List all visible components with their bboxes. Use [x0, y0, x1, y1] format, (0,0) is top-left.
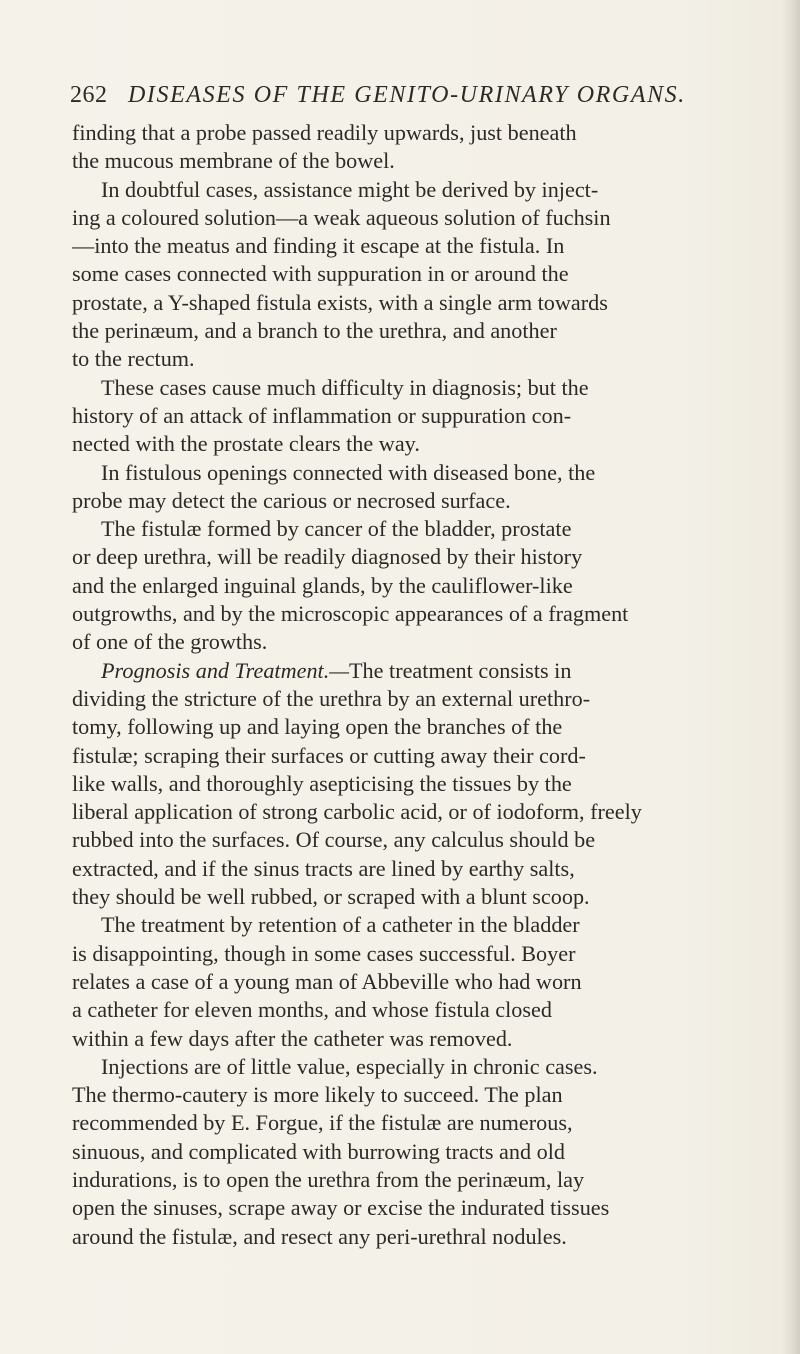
text-line: outgrowths, and by the microscopic appearances of a fragment: [72, 601, 629, 627]
text-line: open the sinuses, scrape away or excise the indurated tissues: [72, 1195, 610, 1221]
text-line: around the fistulæ, and resect any peri-urethral nodules.: [72, 1223, 567, 1249]
text-line: relates a case of a young man of Abbeville who had worn: [72, 968, 582, 994]
text-line: rubbed into the surfaces. Of course, any calculus should be: [72, 827, 596, 853]
text-line: The treatment by retention of a catheter in the bladder: [101, 912, 580, 938]
text-line: fistulæ; scraping their surfaces or cutting away their cord-: [72, 742, 586, 768]
section-heading-line: [72, 657, 727, 685]
text-line: Injections are of little value, especially in chronic cases.: [101, 1053, 598, 1079]
text-line: like walls, and thoroughly asepticising the tissues by the: [72, 770, 572, 796]
text-line: history of an attack of inflammation or suppuration con-: [72, 402, 572, 428]
text-line: to the rectum.: [72, 346, 195, 372]
body-text: [72, 119, 727, 1299]
text-line: dividing the stricture of the urethra by an external urethro-: [72, 685, 591, 711]
text-line: In fistulous openings connected with diseased bone, the: [101, 459, 596, 485]
text-line: The thermo-cautery is more likely to succeed. The plan: [72, 1082, 563, 1108]
text-line: ing a coloured solution—a weak aqueous solution of fuchsin: [72, 204, 611, 230]
text-line: indurations, is to open the urethra from the perinæum, lay: [72, 1166, 585, 1192]
running-title: DISEASES OF THE GENITO-URINARY ORGANS.: [128, 82, 686, 108]
text-line: or deep urethra, will be readily diagnosed by their history: [72, 544, 583, 570]
text-line: The fistulæ formed by cancer of the bladder, prostate: [101, 516, 572, 542]
text-line: sinuous, and complicated with burrowing tracts and old: [72, 1138, 565, 1164]
text-line: extracted, and if the sinus tracts are lined by earthy salts,: [72, 855, 575, 881]
text-line: the mucous membrane of the bowel.: [72, 148, 395, 174]
text-line: nected with the prostate clears the way.: [72, 431, 420, 457]
page-number: 262: [70, 82, 108, 108]
text-line: finding that a probe passed readily upwards, just beneath: [72, 120, 577, 145]
page-header: [70, 78, 720, 112]
heading-continuation: The treatment consists in: [348, 657, 572, 683]
text-line: tomy, following up and laying open the branches of the: [72, 714, 563, 740]
text-line: These cases cause much difficulty in diagnosis; but the: [101, 374, 589, 400]
page-edge-shadow: [782, 0, 800, 1354]
text-line: the perinæum, and a branch to the urethra, and another: [72, 318, 557, 344]
text-line: and the enlarged inguinal glands, by the cauliflower-like: [72, 572, 573, 598]
text-line: a catheter for eleven months, and whose fistula closed: [72, 997, 552, 1023]
section-heading: Prognosis and Treatment.—: [101, 657, 349, 683]
text-line: probe may detect the carious or necrosed surface.: [72, 487, 511, 513]
text-line: some cases connected with suppuration in or around the: [72, 261, 569, 287]
text-line: they should be well rubbed, or scraped with a blunt scoop.: [72, 884, 590, 910]
text-line: prostate, a Y-shaped fistula exists, with a single arm towards: [72, 289, 608, 315]
text-line: of one of the growths.: [72, 629, 268, 655]
text-line: —into the meatus and finding it escape at the fistula. In: [72, 233, 565, 259]
text-line: recommended by E. Forgue, if the fistulæ are numerous,: [72, 1110, 573, 1136]
text-line: is disappointing, though in some cases successful. Boyer: [72, 940, 576, 966]
text-line: within a few days after the catheter was removed.: [72, 1025, 513, 1051]
text-line: liberal application of strong carbolic acid, or of iodoform, freely: [72, 799, 642, 825]
text-line: In doubtful cases, assistance might be derived by inject-: [101, 176, 599, 202]
